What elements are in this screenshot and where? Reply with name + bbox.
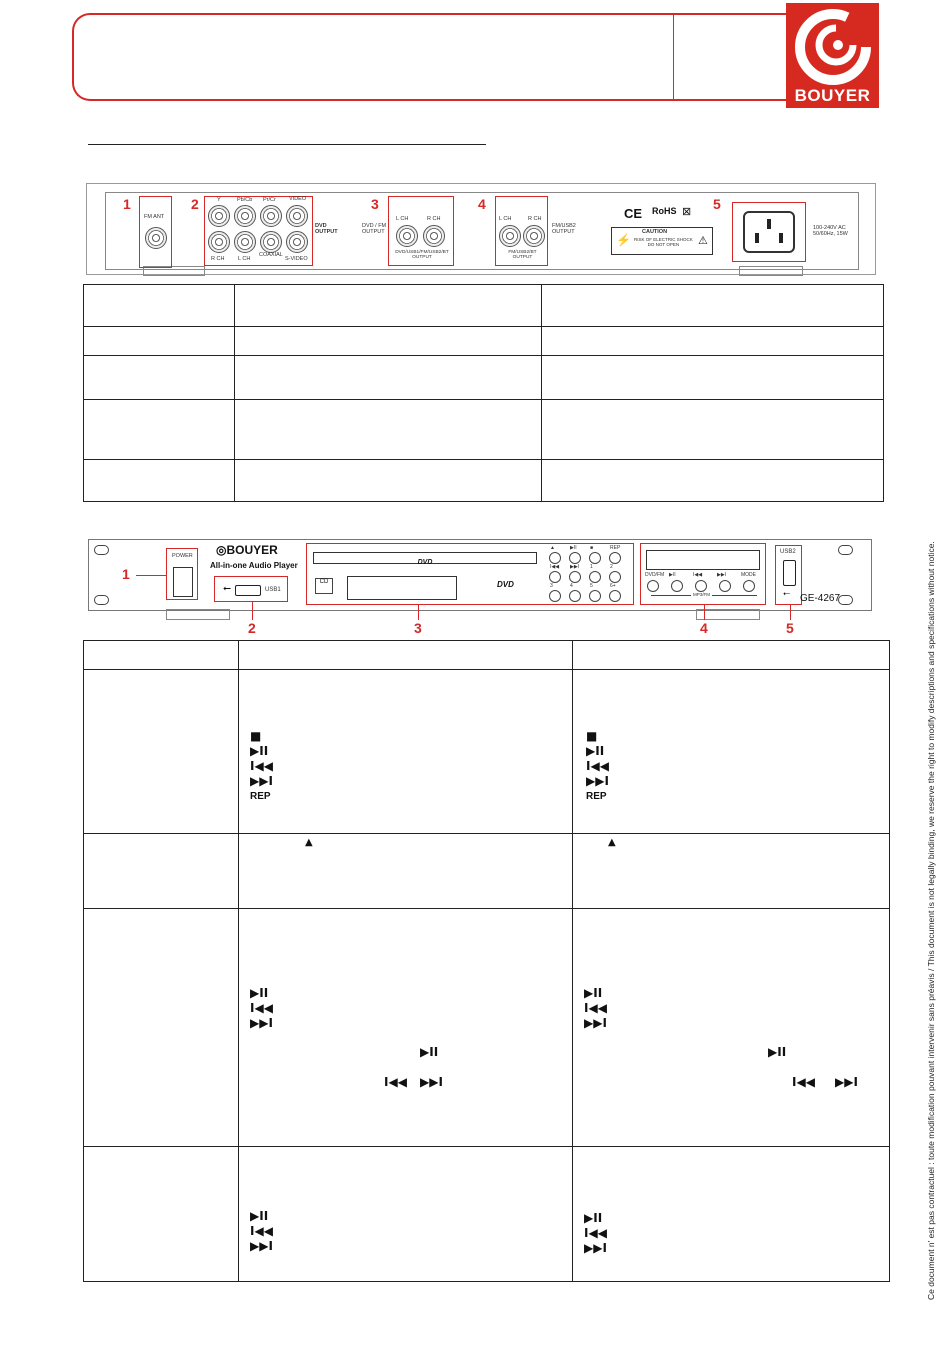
disc-tray[interactable] <box>313 552 537 564</box>
t2-cell-mp3-fr <box>573 909 890 1147</box>
t1-cell <box>84 285 235 327</box>
header-frame <box>72 13 787 101</box>
front-callout-3: 3 <box>414 620 422 636</box>
out3-rch: R CH <box>427 216 441 222</box>
usb1-box <box>214 576 288 602</box>
rear-fm-ant-box <box>139 196 172 268</box>
t2-cell-dvd-en <box>239 670 573 834</box>
power-switch-box <box>166 548 198 600</box>
power-label: POWER <box>172 553 193 559</box>
rear-callout-5: 5 <box>713 196 721 212</box>
dvd-control-list <box>250 729 273 804</box>
lightning-icon: ⚡ <box>616 233 631 247</box>
header-divider <box>673 15 674 101</box>
dvd-button[interactable] <box>569 552 581 564</box>
mp3-display <box>646 550 760 570</box>
dvd-button-grid <box>549 546 631 604</box>
eject-icon: ▲ <box>305 837 313 848</box>
dvd-output-label: DVD OUTPUT <box>315 223 338 235</box>
t2-cell <box>84 834 239 909</box>
vfd-display <box>347 576 457 600</box>
out4-rch: R CH <box>528 216 542 222</box>
t2-header-cell <box>239 641 573 670</box>
dvd-button[interactable] <box>589 590 601 602</box>
mp3-control-list-fr <box>584 986 607 1031</box>
front-foot-right <box>696 609 760 620</box>
rear-panel-image <box>86 183 876 275</box>
stop-icon: ■ <box>586 729 598 743</box>
mp3-button-label: I◀◀ <box>693 572 703 578</box>
out4-jack-l <box>499 225 521 247</box>
dvd-button-label: 1 <box>590 564 593 570</box>
usb-icon: ⭠ <box>223 583 231 594</box>
play-pause-icon: ▶II <box>586 744 605 758</box>
rear-callout-3: 3 <box>371 196 379 212</box>
rack-ear-bl <box>94 595 109 605</box>
out4-lch: L CH <box>499 216 512 222</box>
next-inline-icon: ▶▶I <box>420 1075 443 1089</box>
jack-label-y: Y <box>217 197 221 203</box>
front-panel-image <box>80 535 890 639</box>
dvd-control-list-fr <box>586 729 609 804</box>
rear-power-inlet-box <box>732 202 806 262</box>
t2-cell-eject-fr <box>573 834 890 909</box>
dvd-button-label: ■ <box>590 545 594 551</box>
next-icon: ▶▶I <box>250 1016 273 1030</box>
out3-jack-l <box>396 225 418 247</box>
t2-cell-fm-en <box>239 1147 573 1282</box>
front-callout-2: 2 <box>248 620 256 636</box>
weee-bin-icon: ⊠ <box>682 206 692 218</box>
power-spec-label: 100-240V AC 50/60Hz, 15W <box>813 225 848 237</box>
dvd-video-logo: DVD <box>497 580 514 589</box>
mp3-button[interactable] <box>671 580 683 592</box>
front-panel-table <box>83 640 890 1282</box>
t1-cell <box>235 327 542 356</box>
mp3-section-box <box>640 543 766 605</box>
jack-label-pr: Pr/Cr <box>263 197 276 203</box>
front-callout-1: 1 <box>122 566 130 582</box>
t1-cell <box>542 285 884 327</box>
out4-label: FM/USB2/BT OUTPUT <box>508 250 537 260</box>
jack-lch <box>234 231 256 253</box>
dvd-button-label: 4 <box>570 583 573 589</box>
t1-cell <box>542 400 884 460</box>
t2-cell-dvd-fr <box>573 670 890 834</box>
rack-ear-tl <box>94 545 109 555</box>
bouyer-logo <box>786 3 879 108</box>
callout-4-leader <box>704 605 705 620</box>
play-pause-inline-icon: ▶II <box>420 1045 439 1059</box>
dvd-button[interactable] <box>549 590 561 602</box>
play-pause-icon: ▶II <box>250 744 269 758</box>
dvd-button[interactable] <box>549 552 561 564</box>
t1-cell <box>235 460 542 502</box>
t1-cell <box>542 327 884 356</box>
play-pause-icon: ▶II <box>250 1209 269 1223</box>
t1-cell <box>84 400 235 460</box>
dvd-button-label: ▲ <box>550 545 555 551</box>
fm-ant-jack <box>145 227 167 249</box>
stop-icon: ■ <box>250 729 262 743</box>
rear-output-3-box <box>388 196 454 266</box>
play-pause-icon: ▶II <box>584 986 603 1000</box>
caution-subtext: RISK OF ELECTRIC SHOCK DO NOT OPEN <box>634 237 693 247</box>
dvd-button-label: 2 <box>610 564 613 570</box>
dvd-button[interactable] <box>569 590 581 602</box>
t1-cell <box>235 400 542 460</box>
mp3-button[interactable] <box>719 580 731 592</box>
t1-cell <box>235 285 542 327</box>
prev-icon: I◀◀ <box>250 1224 273 1238</box>
front-subtitle: All-in-one Audio Player <box>210 561 298 570</box>
rear-panel-table <box>83 284 884 502</box>
usb1-label: USB1 <box>265 587 281 593</box>
t1-cell <box>542 356 884 400</box>
iec-inlet <box>743 211 795 253</box>
prev-icon: I◀◀ <box>250 759 273 773</box>
t2-cell <box>84 909 239 1147</box>
label-coaxial: COAXIAL <box>259 252 283 258</box>
dvd-button[interactable] <box>549 571 561 583</box>
rear-foot-right <box>739 266 803 276</box>
logo-wordmark: BOUYER <box>794 86 871 105</box>
mp3-group-label: MP3/FM <box>693 592 711 597</box>
label-lch: L CH <box>238 256 251 262</box>
mp3-button-label: ▶II <box>669 572 676 578</box>
dvd-button[interactable] <box>609 571 621 583</box>
eject-icon: ▲ <box>608 837 616 848</box>
prev-inline-icon: I◀◀ <box>792 1075 815 1089</box>
usb2-icon: ⭠ <box>783 588 791 598</box>
jack-pr <box>260 205 282 227</box>
front-callout-4: 4 <box>700 620 708 636</box>
dvd-button-label: REP <box>610 545 621 551</box>
rear-video-box <box>204 196 313 266</box>
next-inline-icon: ▶▶I <box>835 1075 858 1089</box>
jack-y <box>208 205 230 227</box>
prev-icon: I◀◀ <box>250 1001 273 1015</box>
play-pause-icon: ▶II <box>250 986 269 1000</box>
dvd-button[interactable] <box>609 590 621 602</box>
dvd-button-label: 5 <box>590 583 593 589</box>
t1-cell <box>235 356 542 400</box>
dvd-fm-output-label: DVD / FM OUTPUT <box>362 223 387 235</box>
cd-logo-icon: CD <box>315 578 333 594</box>
mp3-control-list <box>250 986 273 1031</box>
jack-rch <box>208 231 230 253</box>
mp3-button-label: ▶▶I <box>717 572 727 578</box>
dvd-button-label: ▶II <box>570 545 577 551</box>
label-rch: R CH <box>211 256 225 262</box>
prev-icon: I◀◀ <box>584 1226 607 1240</box>
prev-icon: I◀◀ <box>584 1001 607 1015</box>
jack-label-video: VIDEO <box>289 196 307 202</box>
jack-label-pb: Pb/Cb <box>237 197 253 203</box>
dvd-button-label: 3 <box>550 583 553 589</box>
out3-label: DVD/USB1/FM/USB2/BT OUTPUT <box>395 250 449 260</box>
usb2-label: USB2 <box>780 549 796 555</box>
rep-label: REP <box>250 791 271 802</box>
disc-tray-label: DVD <box>417 559 433 566</box>
dvd-button[interactable] <box>609 552 621 564</box>
mp3-button[interactable] <box>743 580 755 592</box>
prev-icon: I◀◀ <box>586 759 609 773</box>
play-pause-inline-icon: ▶II <box>768 1045 787 1059</box>
t2-header-cell <box>84 641 239 670</box>
label-svideo: S-VIDEO <box>285 256 308 262</box>
spiral-mini-icon: ◎ <box>216 543 227 557</box>
front-model: GE-4267 <box>800 593 841 604</box>
jack-video <box>286 205 308 227</box>
dvd-button[interactable] <box>569 571 581 583</box>
caution-title: CAUTION <box>642 229 668 235</box>
t1-cell <box>84 460 235 502</box>
mp3-button-label: DVD/FM <box>645 572 665 578</box>
t1-cell <box>84 327 235 356</box>
prev-inline-icon: I◀◀ <box>384 1075 407 1089</box>
fm-usb2-output-label: FM/USB2 OUTPUT <box>552 223 576 235</box>
rohs-mark: RoHS <box>652 206 677 216</box>
front-brand-text: BOUYER <box>226 543 278 557</box>
out3-lch: L CH <box>396 216 409 222</box>
dvd-button-label: 6+ <box>610 583 616 589</box>
dvd-button-label: I◀◀ <box>550 564 560 570</box>
next-icon: ▶▶I <box>584 1241 607 1255</box>
caution-label <box>611 227 713 255</box>
mp3-button[interactable] <box>647 580 659 592</box>
t2-header-cell <box>573 641 890 670</box>
t2-cell-eject-en <box>239 834 573 909</box>
fm-control-list <box>250 1209 273 1254</box>
dvd-button-label: ▶▶I <box>570 564 580 570</box>
dvd-section-box <box>306 543 634 605</box>
t2-cell-mp3-en <box>239 909 573 1147</box>
next-icon: ▶▶I <box>250 1239 273 1253</box>
fm-control-list-fr <box>584 1211 607 1256</box>
usb2-box <box>775 545 802 605</box>
dvd-button[interactable] <box>589 552 601 564</box>
mp3-button-label: MODE <box>741 572 756 578</box>
t1-cell <box>542 460 884 502</box>
callout-3-leader <box>418 605 419 620</box>
rear-callout-1: 1 <box>123 196 131 212</box>
rear-callout-4: 4 <box>478 196 486 212</box>
jack-svideo <box>286 231 308 253</box>
spiral-icon <box>786 3 879 91</box>
front-foot-left <box>166 609 230 620</box>
t2-cell <box>84 1147 239 1282</box>
t1-cell <box>84 356 235 400</box>
t2-cell <box>84 670 239 834</box>
next-icon: ▶▶I <box>250 774 273 788</box>
callout-2-leader <box>252 602 253 620</box>
out3-jack-r <box>423 225 445 247</box>
rack-ear-br <box>838 595 853 605</box>
play-pause-icon: ▶II <box>584 1211 603 1225</box>
jack-coaxial <box>260 231 282 253</box>
rear-output-4-box <box>495 196 548 266</box>
next-icon: ▶▶I <box>584 1016 607 1030</box>
dvd-button[interactable] <box>589 571 601 583</box>
rear-callout-2: 2 <box>191 196 199 212</box>
out4-jack-r <box>523 225 545 247</box>
mp3-button[interactable] <box>695 580 707 592</box>
power-switch[interactable] <box>173 567 193 597</box>
rack-ear-tr <box>838 545 853 555</box>
jack-pb <box>234 205 256 227</box>
next-icon: ▶▶I <box>586 774 609 788</box>
warning-triangle-icon: ⚠ <box>698 235 708 247</box>
ce-mark: CE <box>624 206 643 221</box>
usb1-port[interactable] <box>235 585 261 596</box>
side-disclaimer: Ce document n’ est pas contractuel : toute modification pouvant intervenir sans préavis / This document is not legally binding, we reserve the right to modify descriptions and specifications without notice. <box>926 541 936 1300</box>
t2-cell-fm-fr <box>573 1147 890 1282</box>
title-underline <box>88 144 486 145</box>
callout-1-leader <box>136 575 166 576</box>
fm-ant-label: FM ANT <box>144 214 165 220</box>
front-brand-logo <box>216 543 278 557</box>
front-callout-5: 5 <box>786 620 794 636</box>
rep-label: REP <box>586 791 607 802</box>
usb2-port[interactable] <box>783 560 796 586</box>
callout-5-leader <box>790 605 791 620</box>
